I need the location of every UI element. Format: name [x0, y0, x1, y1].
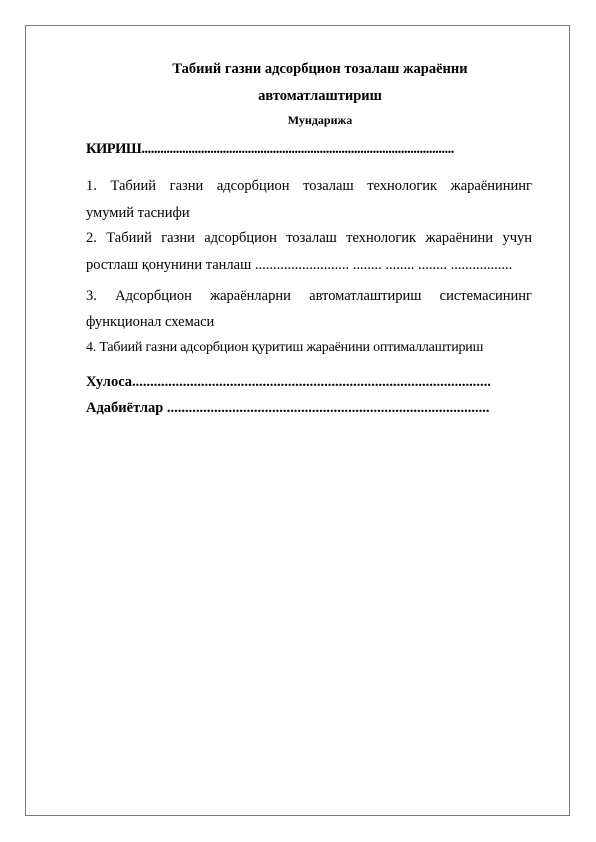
- toc-conclusion: Хулоса...................................................................................................: [86, 374, 491, 390]
- toc-item-3-line-2: функционал схемаси: [86, 314, 215, 330]
- toc-item-4: 4. Табиий газни адсорбцион қуритиш жараёнини оптималлаштириш: [86, 340, 484, 355]
- document-title-line-2: автоматлаштириш: [258, 88, 382, 104]
- document-title-line-1: Табиий газни адсорбцион тозалаш жараённи: [172, 61, 468, 77]
- toc-intro: КИРИШ....................................................................................................: [86, 141, 454, 157]
- toc-item-2-line-1: 2. Табиий газни адсорбцион тозалаш технологик жараёнини учун: [86, 230, 532, 246]
- toc-item-3-line-1: 3. Адсорбцион жараёнларни автоматлаштириш системасининг: [86, 288, 532, 304]
- toc-item-2-line-2: ростлаш қонунини танлаш .......................... ........ ........ ........ .................: [86, 257, 513, 273]
- toc-references: Адабиётлар .........................................................................................: [86, 400, 490, 416]
- toc-item-1-line-2: умумий таснифи: [86, 205, 190, 221]
- contents-heading: Мундарижа: [287, 113, 353, 127]
- toc-item-1-line-1: 1. Табиий газни адсорбцион тозалаш технологик жараёнининг: [86, 178, 532, 194]
